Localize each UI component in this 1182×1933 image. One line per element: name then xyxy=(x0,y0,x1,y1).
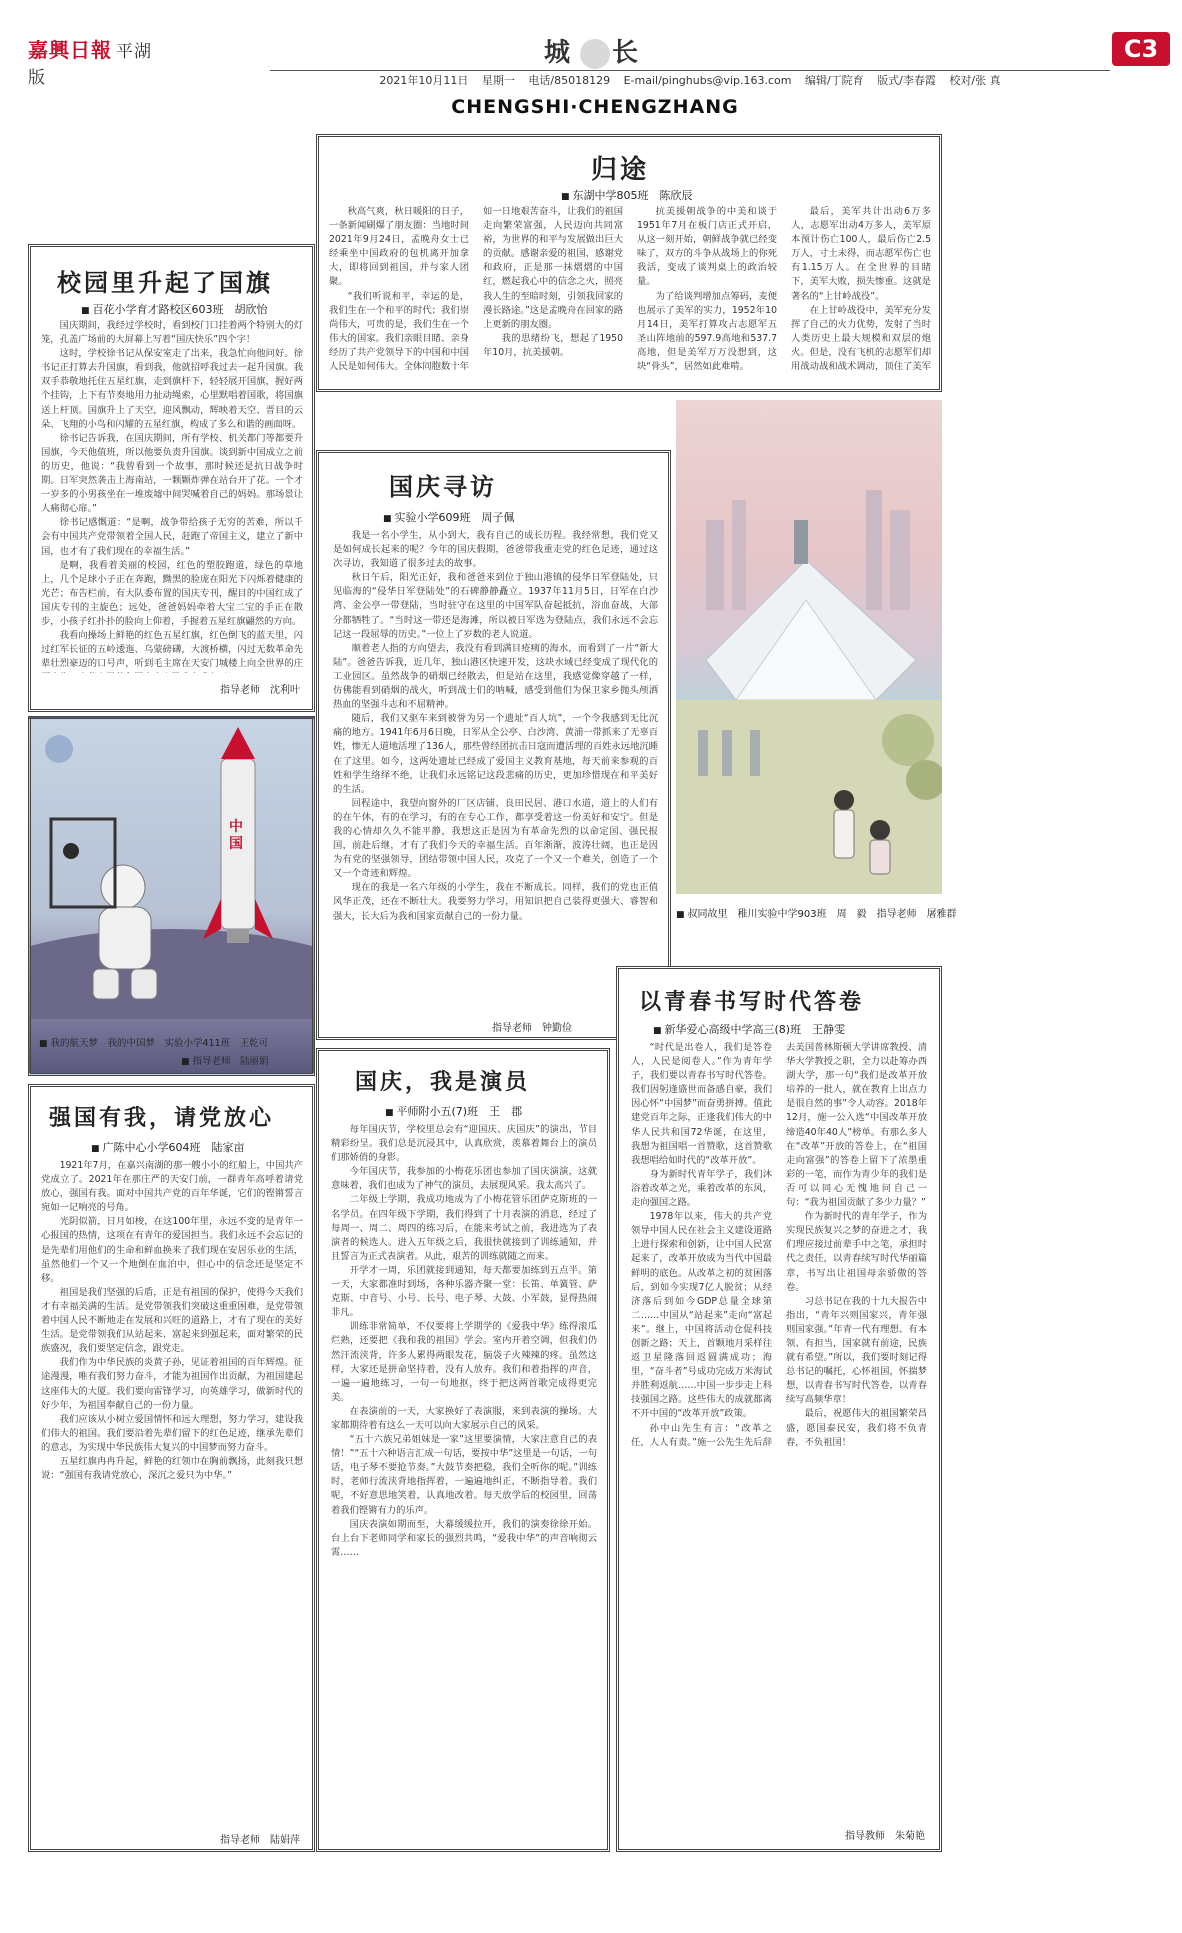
child-head xyxy=(63,843,79,859)
paragraph: 国庆期间，我经过学校时，看到校门口挂着两个特别大的灯笼，孔盖广场前的大屏幕上写着“国庆快乐”四个字！ xyxy=(41,320,303,346)
paragraph: 国庆表演如期而至，大幕缓缓拉开，我们的演奏徐徐开始。台上台下老师同学和家长的强烈共鸣，“爱我中华”的声音响彻云霄…… xyxy=(331,1518,597,1558)
building xyxy=(706,520,724,610)
rocket-fin-right xyxy=(255,899,273,939)
paragraph: 徐书记告诉我，在国庆期间，所有学校、机关都门等都要升国旗，今天他值班，所以他要负责升国旗。谈到新中国成立之前的历史，他说：“我曾看到一个故事，那时候还是抗日战争时期。日军突然袭击上海南站，一颗颗炸弹在站台开了花。一个才一岁多的小男孩坐在一堆废墟中间哭喊着自己的妈妈。那场景让人痛彻心扉。” xyxy=(41,432,303,515)
paragraph: 孙中山先生有言：“改革之任，人人有责。”施一公先生先后辞去美国普林斯顿大学讲席教授、清华大学教授之职，全力以赴筹办西湖大学，那一句“我们是改革开放培养的一批人，就在教育上出点力是很自然的事”令人动容。2018年12月，施一公入选“中国改革开放缔造40年40人”榜单。有那么多人在“改革”开放的答卷上，在“祖国走向富强”的答卷上留下了浓墨重彩的一笔，而作为青少年的我们是否可以同心无愧地问自己一句：“我为祖国贡献了多少力量？” xyxy=(631,1042,927,1448)
article-byline: ■ 平师附小五(7)班 王 郡 xyxy=(385,1103,522,1119)
rocket-nose xyxy=(221,727,255,759)
paragraph: 为了给谈判增加点筹码，麦便也展示了美军的实力，1952年10月14日，美军打算攻占志愿军五圣山阵地前的597.9高地和537.7高地，但是美军万万没想到，这块“骨头”，居然如此难啃。 xyxy=(637,290,777,373)
article-byline: ■ 实验小学609班 周子佩 xyxy=(383,509,515,525)
paragraph: 1921年7月，在嘉兴南湖的那一艘小小的红船上，中国共产党成立了。2021年在那庄严的天安门前，一群青年高呼着请党放心，强国有我。面对中国共产党的百年华诞，它们的铿锵誓言宛如一记响亮的号角。 xyxy=(41,1160,303,1214)
moon-surface xyxy=(31,929,312,1019)
illustration-caption-teacher: ■ 指导老师 陆丽娟 xyxy=(181,1053,269,1067)
paragraph: “五十六族兄弟姐妹是一家”这里要演情，大家注意自己的表情！”“五十六种语言汇成一句话，要按中华”这里是一句话，一句话，电子琴不要抢节奏。”大鼓节奏把稳，我们全听你的呢。”训练时，老师行流浃背地指挥着，一遍遍地纠正，不断指导着。我们呢，不好意思地笑着，认真地改着。每天放学后的校园里，回荡着我们铿锵有力的乐声。 xyxy=(331,1434,597,1516)
paragraph: 身为新时代青年学子，我们沐浴着改革之光，乘着改革的东风，走向强国之路。 xyxy=(631,1168,772,1209)
article-byline: ■ 新华爱心高级中学高三(8)班 王静雯 xyxy=(653,1021,845,1037)
paragraph: 我看向操场上鲜艳的红色五星红旗，红色倒飞的蓝天里，闪过红军长征的五岭逶迤、乌蒙磅礴，大渡桥横，闪过无数革命先辈壮烈豪迈的口号声，听到毛主席在天安门城楼上向全世界的庄 xyxy=(41,630,303,670)
stone-pillar xyxy=(750,730,760,776)
building xyxy=(890,510,910,610)
astronaut-leg xyxy=(93,969,119,999)
issue-weekday: 星期一 xyxy=(481,74,515,87)
article-yanyuan xyxy=(316,1048,610,1852)
section-title-left: 城 xyxy=(543,38,578,68)
paragraph: 徐书记感慨道：“是啊，战争带给孩子无穷的苦难，所以千会有中国共产党带领着全国人民，赶跑了帝国主义，建立了新中国，也才有了我们现在的幸福生活。” xyxy=(41,517,303,557)
article-teacher: 指导教师 朱菊艳 xyxy=(845,1831,925,1842)
illustration-space-dream xyxy=(28,716,315,1076)
paragraph: 习总书记在我的十九大报告中指出，“青年兴则国家兴，青年强则国家强。”年青一代有理想、有本领、有担当，国家就有前途，民族就有希望。”所以，我们要时刻记得总书记的嘱托，心怀祖国，怀揣梦想，以青春书写时代答卷，以青春续写高频华章！ xyxy=(786,1295,927,1406)
building xyxy=(866,490,882,610)
tree xyxy=(882,714,934,766)
paragraph: 是啊，我看着美丽的校园，红色的塑胶跑道，绿色的草地上，几个足球小子正在奔跑，黝黑的脸庞在阳光下闪烁着健康的光芒；布告栏前，有大队委布置的国庆专刊，醒目的中国红成了国庆专刊的主旋色；远处，爸爸妈妈牵着大宝二宝的手正在散步，小孩子红扑扑的脸向上仰着，手握着五星红旗翩然的方向。 xyxy=(41,559,303,627)
rocket-painting-svg xyxy=(31,719,312,1019)
paragraph: 光阴似箭，日月如梭，在这100年里，永远不变的是青年一心报国的热情，这项在有青年的爱国担当。我们永远不会忘记的是先辈们用他们的生命和鲜血换来了我们现在安居乐业的生活，虽然他们一个又一个地倒在血泊中，但心中的信念还是坚定不移。 xyxy=(41,1216,303,1284)
hometown-painting-svg xyxy=(676,400,942,894)
stone-pillar xyxy=(698,730,708,776)
rocket-engine xyxy=(227,929,249,943)
article-body xyxy=(41,319,303,673)
paragraph: “时代是出卷人，我们是答卷人，人民是阅卷人。”作为青年学子，我们要以青春书写时代答卷。我们因躬逢盛世而备感自豪，我们因心怀“中国梦”而奋勇拼搏。值此建党百年之际，正逢我们伟大的中华人民共和国72华诞，在这里，我想为祖国唱一首赞歌，这首赞歌我想唱给如时代的“改革开放”。 xyxy=(631,1042,772,1166)
paragraph: 回程途中，我望向窗外的厂区店铺、良田民居、港口水道，道上的人们有的在午休，有的在学习，有的在专心工作，都享受着这一份美好和安宁。但是我的心情却久久不能平静，我想这正是因为有革命先烈的以命定国、强民报国，前赴后继，才有了我们今天的幸福生活。百年渐渐，波涛壮阔，也正是因为有党的坚强领导，团结带领中国人民，攻克了一个又一个难关，创造了一个又一个奇迹和辉煌。 xyxy=(333,797,658,880)
section-title-ornament xyxy=(580,39,610,69)
paragraph: 训练非常简单，不仅要将上学期学的《爱我中华》练得滚瓜烂熟，还要把《我和我的祖国》学会。室内开着空调，但我们仍然汗流浃背，许多人累得两眼发花，脑袋子火辣辣的疼。虽然这样，大家还是拼命坚持着，没有人放弃。我们和着指挥的声音，一遍一遍地练习，一句一句地抠，终于把这两首歌完成得更完美。 xyxy=(331,1321,597,1403)
article-byline: ■ 百花小学育才路校区603班 胡欣怡 xyxy=(81,301,268,317)
paragraph: 最后，祝愿伟大的祖国繁荣昌盛，愿国泰民安，我们将不负青春，不负祖国！ xyxy=(786,1408,927,1448)
paragraph: 在表演前的一天，大家换好了表演服，来到表演的操场。大家都期待着有这么一天可以向大家展示自己的风采。 xyxy=(331,1405,597,1431)
planet-icon xyxy=(45,735,73,763)
phone: 电话/85018129 xyxy=(528,74,611,87)
article-byline: ■ 东湖中学805班 陈欣辰 xyxy=(561,187,693,203)
newspaper-logo xyxy=(28,34,158,88)
paragraph: 我的思绪纷飞，想起了1950年10月，抗美援朝。 xyxy=(483,332,623,358)
paragraph: 我们应该从小树立爱国情怀和远大理想，努力学习，建设我们伟大的祖国。我们要沿着先辈们留下的红色足迹，继承先辈们的意志，为实现中华民族伟大复兴的中国梦而努力奋斗。 xyxy=(41,1413,303,1453)
child-head xyxy=(870,820,890,840)
building xyxy=(732,500,746,610)
paragraph: 我是一名小学生，从小到大，我有自己的成长历程。我经常想，我们党又是如何成长起来的呢？今年的国庆假期，爸爸带我重走党的红色足迹，通过这次寻访，我知道了很多过去的故事。 xyxy=(333,530,658,570)
article-body xyxy=(333,529,658,1013)
article-title: 国庆寻访 xyxy=(389,472,497,501)
article-teacher: 指导老师 钟勤俭 xyxy=(492,1023,572,1034)
paragraph: 抗美援朝战争的中美和谈于1951年7月在板门店正式开启，从这一刻开始，朝鲜战争就已经变味了，双方的斗争从战场上的你死我活，变成了谈判桌上的政治较量。 xyxy=(637,206,777,288)
paragraph: 作为新时代的青年学子，作为实现民族复兴之梦的奋进之才，我们理应接过前辈手中之笔，承担时代之责任，以青春续写时代华丽篇章，书写出让祖国母亲骄傲的答卷。 xyxy=(786,1211,927,1293)
rocket-label: 中国 xyxy=(229,819,243,852)
astronaut-body xyxy=(99,907,151,969)
article-title: 校园里升起了国旗 xyxy=(57,268,273,297)
paragraph: 秋高气爽，秋日暖阳的日子，一条新闻刷爆了朋友圈：当地时间2021年9月24日，孟晚舟女士已经乘坐中国政府的包机离开加拿大，即将回到祖国，并与家人团聚。 xyxy=(329,206,469,288)
edition-label: 平湖版 xyxy=(28,42,152,88)
paragraph: 1978年以来，伟大的共产党领导中国人民在社会主义建设道路上进行探索和创新，让中国人民富起来了，改革开放成为当代中国最鲜明的底色。从改革之初的贫困落后，到如今实现7亿人脱贫；从经济落后到如今GDP总量全球第二……中国从“站起来”走向“富起来”。继上，中国将活动仓促科技创新之路；天上，首颗地月采样往返卫星隆落回返圆满成功；海里，“奋斗者”号成功完成万米海试并胜利返航……中国一步步走上科技强国之路。这些伟大的成就都离不开中国的“改革开放”政策。 xyxy=(631,1211,772,1420)
dateline xyxy=(270,72,1110,90)
paragraph: 最后，美军共计出动6万多人，志愿军出动4万多人，美军原本预计伤亡100人，最后伤亡2.5万人，寸土未得，而志愿军伤亡也有1.15万人。在全世界的目睹下，美军大败，损失惨重。这就是著名的“上甘岭战役”。 xyxy=(791,206,931,302)
person-head xyxy=(834,790,854,810)
paragraph: 随后，我们又驱车来到被誉为另一个遗址“百人坑”，一个令我感到无比沉痛的地方。1941年6月6日晚，日军从全公亭、白沙湾、黄浦一带抓来了无辜百姓，惨无人道地活埋了136人，那些曾经团抗击日寇而遭活埋的百姓永远地沉睡在了这里。如今，这两处遗址已经成了爱国主义教育基地，每天前来参观的百姓和学生络绎不绝，让我们永远铭记这段悲痛的历史，更加珍惜现在和平美好的生活。 xyxy=(333,713,658,795)
paragraph: 这时，学校徐书记从保安室走了出来，我急忙向他问好。徐书记正打算去升国旗，看到我，他就招呼我过去一起升国旗。我双手恭敬地托住五星红旗，走到旗杆下，轻轻展开国旗，握好两个挂钩，上下有节奏地用力扯动绳索，心里默唱着国歌，将国旗送上杆顶。国旗升上了天空，迎风飘动，辉映着天空、晋目的云朵、飞翔的小鸟和闪耀的五星红旗，构成了多么和谐的画面呀。 xyxy=(41,348,303,430)
article-xiaoyuan xyxy=(28,244,315,712)
illustration-hometown xyxy=(676,400,942,894)
paragraph: 现在的我是一名六年级的小学生，我在不断成长。同样，我们的党也正值风华正茂，还在不断壮大。我要努力学习，用知识把自己装得更强大、睿智和强大，长大后为我和国家贡献自己的一份力量。 xyxy=(333,882,658,922)
section-title xyxy=(505,32,685,66)
paragraph: 在上甘岭战役中，美军充分发挥了自己的火力优势，发射了当时人类历史上最大规模和双层的炮火。但是，没有飞机的志愿军们却用战动战和战术调动，顶住了美军 xyxy=(791,304,931,373)
memorial-spire xyxy=(794,520,808,564)
article-qingchun xyxy=(616,966,942,1852)
paragraph: 我们作为中华民族的炎黄子孙，见证着祖国的百年辉煌。征途漫漫，唯有我们努力奋斗，才能为祖国作出贡献，为祖国建起这座伟大的大厦。我们要向雷锋学习，向英雄学习，做新时代的好少年，为祖国奉献自己的一份力量。 xyxy=(41,1357,303,1411)
article-teacher: 指导老师 陆娟萍 xyxy=(220,1835,300,1846)
masthead-rule xyxy=(270,70,1110,71)
paragraph: 开学才一周，乐团就接到通知，每天都要加练到五点半。第一天，大家都准时到场，各种乐器齐聚一堂：长笛、单簧管、萨克斯、中音号、小号、长号、电子琴、大鼓、小军鼓，显得热闹非凡。 xyxy=(331,1264,597,1319)
article-teacher: 指导老师 沈利叶 xyxy=(220,685,300,696)
paragraph: 二年级上学期，我成功地成为了小梅花管乐团萨克斯班的一名学员。在四年级下学期，我们得到了十月表演的消息，经过了每周一、周二、周四的练习后，在能来考试之前，我进选为了表演者的候选人。进入五年级之后，我很快就接到了训练通知，并且誓言为正式表演者。从此，艰苦的训练就随之而来。 xyxy=(331,1194,597,1262)
page-number-badge: C3 xyxy=(1112,32,1170,66)
issue-date: 2021年10月11日 xyxy=(379,74,469,87)
proofreader: 校对/张 真 xyxy=(949,74,1001,87)
article-title: 以青春书写时代答卷 xyxy=(639,989,865,1015)
article-body xyxy=(329,205,931,385)
article-body xyxy=(41,1159,303,1825)
astronaut-helmet xyxy=(101,865,145,909)
paragraph: 顺着老人指的方向望去，我没有看到满目疮痍的海水，而看到了一片“新大陆”。爸爸告诉我，近几年，独山港区快速开发，这块水域已经变成了现代化的工业园区。虽然战争的硝烟已经散去，但是站在这里，我感觉像穿越了一样，仿佛能看到硝烟的战火，听到战士们的呐喊，感受到他们为保卫家乡抛头颅洒热血的坚强斗志和不屈精神。 xyxy=(333,642,658,711)
paragraph: 祖国是我们坚强的后盾，正是有祖国的保护，使得今天我们才有幸福美满的生活。是党带领我们突破这重重困难，是党带领着中国人民不断地走在发展和兴旺的道路上，才有了现在的美好生活。是党带领我们从站起来、富起来到强起来，面对繁荣的民族盛况，我们要坚定信念，跟党走。 xyxy=(41,1286,303,1355)
article-body xyxy=(331,1123,597,1841)
illustration-caption: ■ 我的航天梦 我的中国梦 实验小学411班 王乾可 xyxy=(39,1035,268,1049)
paragraph: 秋日午后，阳光正好，我和爸爸来到位于独山港镇的侵华日军登陆处，只见临海的“侵华日军登陆处”的石碑静静矗立。1937年11月5日，日军在白沙湾、金公亭一带登陆，当时驻守在这里的中国军队奋起抵抗，浴血奋战，大部分都牺牲了。“当时这一带还是海滩，所以被日军选为登陆点，我们永远不会忘记这一段屈辱的历史。”一位上了岁数的老人说道。 xyxy=(333,572,658,640)
paragraph: 今年国庆节，我参加的小梅花乐团也参加了国庆演演，这就意味着，我们也成为了神气的演员，去展现风采。我太高兴了。 xyxy=(331,1166,597,1192)
article-title: 国庆，我是演员 xyxy=(355,1069,531,1095)
child-body xyxy=(870,840,890,874)
astronaut-leg xyxy=(131,969,157,999)
article-byline: ■ 广陈中心小学604班 陆家亩 xyxy=(91,1139,245,1155)
editor: 编辑/丁院育 xyxy=(804,74,864,87)
logo-text: 嘉興日報 xyxy=(28,38,112,62)
section-pinyin: CHENGSHI·CHENGZHANG xyxy=(451,96,739,118)
paragraph: “我们听说和平，幸运的是，我们生在一个和平的时代；我们崇尚伟大，可贵的是，我们生在一个伟大的国家。我们亲眼目睹、亲身经历了共产党领导下的中国和中国人民是如何伟大。全体同胞数十年如一日地艰苦奋斗，让我们的祖国走向繁荣富强，人民迈向共同富裕，为世界的和平与发展做出巨大的贡献。感谢亲爱的祖国，感谢党和政府，正是那一抹熠熠的中国红，燃起我心中的信念之火，照亮我人生的至暗时刻，引领我回家的漫长路途。”这是孟晚舟在回家的路上更新的朋友圈。 xyxy=(329,206,623,373)
illustration-caption: ■ 叔同故里 稚川实验中学903班 周 毅 指导老师 屠雅群 xyxy=(676,905,957,920)
article-guitu xyxy=(316,134,942,392)
article-body xyxy=(631,1041,927,1821)
paragraph: 每年国庆节，学校里总会有“迎国庆、庆国庆”的演出，节目精彩纷呈。我们总是沉浸其中，认真欣赏，羡慕着舞台上的演员们那娇俏的身影。 xyxy=(331,1124,597,1164)
paragraph: 五星红旗冉冉升起，鲜艳的红领巾在胸前飘扬，此刻我只想说：“强国有我请党放心，深沉之爱只为中华。” xyxy=(41,1455,303,1482)
section-title-right: 长 xyxy=(612,38,647,68)
person-body xyxy=(834,810,854,858)
article-title: 强国有我，请党放心 xyxy=(49,1105,275,1131)
stone-pillar xyxy=(722,730,732,776)
article-qiangguo xyxy=(28,1084,315,1852)
article-title: 归途 xyxy=(591,155,650,185)
article-guoqing-xunfang xyxy=(316,450,671,1040)
designer: 版式/李春霞 xyxy=(877,74,936,87)
email: E-mail/pinghubs@vip.163.com xyxy=(623,74,792,87)
